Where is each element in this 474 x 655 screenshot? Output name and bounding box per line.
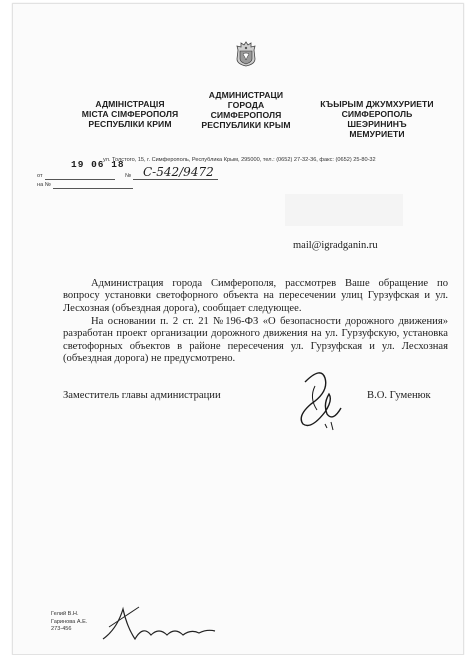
header-crimean-tatar-line-3: ШЕЭРИНИНЪ: [347, 119, 407, 129]
registration-date-stamp: 19 06 18: [71, 159, 125, 170]
header-russian-line-3: СИМФЕРОПОЛЯ: [210, 110, 282, 120]
header-russian: [191, 90, 301, 130]
body-paragraph-2: [63, 316, 448, 366]
date-field-line: [45, 179, 115, 180]
executor-info: [51, 611, 87, 634]
header-crimean-tatar-line-2: СИМФЕРОПОЛЬ: [341, 109, 413, 119]
coat-of-arms-emblem: [235, 41, 257, 67]
number-field-line: [133, 179, 218, 180]
executor-line-2: Гаринова А.Е.: [51, 618, 88, 625]
body-paragraph-1-text: Администрация города Симферополя, рассмотрев Ваше обращение по вопросу установки светофорного объекта на пересечении улиц Гурзуфская и ул. Лесхозная (объездная дорога), сообщает следующее.: [63, 278, 448, 314]
body-paragraph-2-lead: На основании п. 2 ст. 21 №196-ФЗ «О безопасности дорожного движения»: [91, 316, 448, 327]
reference-number-label: на №: [37, 182, 51, 188]
header-ukrainian-line-1: АДМІНІСТРАЦІЯ: [95, 99, 165, 109]
recipient-email: mail@igradganin.ru: [293, 240, 378, 251]
header-russian-line-2: ГОРОДА: [227, 100, 265, 110]
document-page: [12, 3, 464, 655]
redacted-recipient-block: [285, 194, 403, 226]
signatory-position: Заместитель главы администрации: [63, 390, 221, 401]
header-ukrainian-line-2: МІСТА СІМФЕРОПОЛЯ: [81, 109, 179, 119]
executor-signature-scribble: [93, 599, 223, 649]
header-russian-line-1: АДМИНИСТРАЦИ: [208, 90, 284, 100]
handwritten-outgoing-number: С-542/9472: [143, 165, 214, 179]
body-paragraph-1: [63, 278, 448, 315]
body-paragraph-2-rest: разработан проект организации дорожного движения на ул. Гурзуфскую, установка светофорных объектов в районе пересечения ул. Гурзуфская и ул. Лесхозная (объездная дорога) не предусмотрено.: [63, 328, 448, 365]
signatory-name: В.О. Гуменюк: [367, 390, 431, 401]
executor-line-3: 273-456: [51, 626, 72, 632]
header-crimean-tatar: [307, 99, 447, 139]
header-ukrainian: [65, 99, 195, 129]
header-crimean-tatar-line-1: КЪЫРЫМ ДЖУМХУРИЕТИ: [320, 99, 434, 109]
executor-line-1: Гелий В.Н.: [51, 611, 79, 617]
from-label: от: [37, 173, 43, 179]
header-ukrainian-line-3: РЕСПУБЛІКИ КРИМ: [88, 119, 172, 129]
address-line: ул. Толстого, 15, г. Симферополь, Республика Крым, 295000, тел.: (0652) 27-32-36, факс: (0652) 25-80-32: [103, 157, 376, 163]
number-label: №: [125, 173, 132, 179]
reference-field-line: [53, 188, 133, 189]
header-russian-line-4: РЕСПУБЛИКИ КРЫМ: [201, 120, 291, 130]
handwritten-signature: [281, 364, 371, 434]
header-crimean-tatar-line-4: МЕМУРИЕТИ: [349, 129, 405, 139]
